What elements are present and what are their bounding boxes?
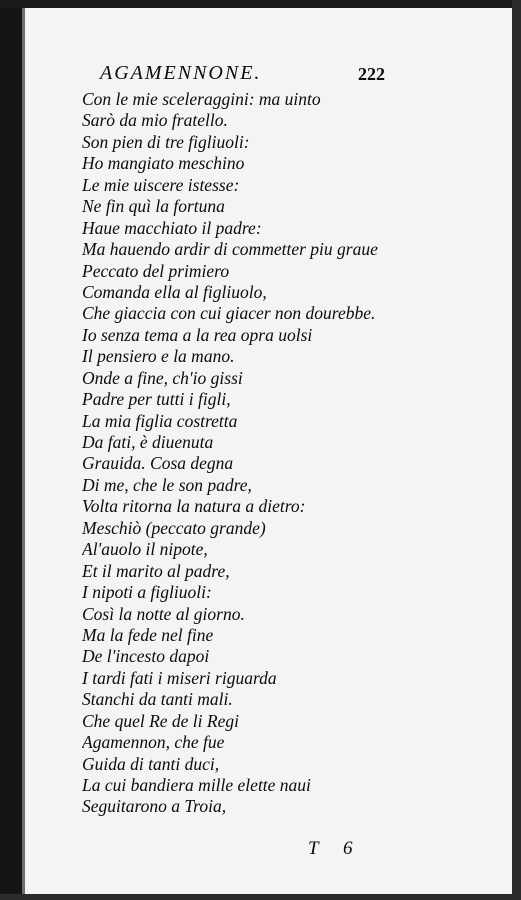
verse-line: Haue macchiato il padre: [82, 217, 262, 238]
verse-line: Al'auolo il nipote, [82, 539, 208, 560]
verse-line: Et il marito al padre, [82, 560, 230, 581]
verse-line: De l'incesto dapoi [82, 646, 210, 667]
verse-line: Di me, che le son padre, [82, 474, 252, 495]
verse-line: Ma hauendo ardir di commetter piu graue [82, 239, 378, 260]
bottom-edge-shadow [0, 894, 521, 900]
verse-line: Così la notte al giorno. [82, 603, 245, 624]
right-edge-shadow [512, 0, 521, 900]
verse-line: Peccato del primiero [82, 260, 230, 281]
verse-line: La cui bandiera mille elette naui [82, 775, 311, 795]
verse-line: Onde a fine, ch'io gissi [82, 367, 243, 388]
verse-line: Io senza tema a la rea opra uolsi [82, 324, 313, 345]
verse-line: Che giaccia con cui giacer non dourebbe. [82, 303, 376, 324]
verse-line: Volta ritorna la natura a dietro: [82, 496, 306, 517]
verse-line: Comanda ella al figliuolo, [82, 281, 267, 302]
verse-line: Sarò da mio fratello. [82, 110, 228, 131]
verse-line: Da fati, è diuenuta [82, 432, 214, 452]
verse-line: Meschiò (peccato grande) [82, 517, 266, 538]
verse-line: La mia figlia costretta [82, 410, 238, 431]
verse-line: Stanchi da tanti mali. [82, 689, 233, 710]
top-edge-shadow [0, 0, 521, 8]
signature-mark: T 6 [308, 838, 363, 859]
verse-line: Ma la fede nel fine [82, 624, 214, 645]
verse-text [82, 89, 502, 818]
book-page [40, 12, 502, 890]
verse-line: I nipoti a figliuoli: [82, 582, 212, 603]
verse-line: Grauida. Cosa degna [82, 453, 234, 474]
verse-line: Padre per tutti i figli, [82, 389, 231, 410]
verse-line: Agamennon, che fue [82, 732, 225, 753]
running-head: AGAMENNONE. [100, 62, 262, 84]
verse-line: Son pien di tre figliuoli: [82, 131, 250, 152]
verse-line: Che quel Re de li Regi [82, 710, 239, 731]
verse-line: Ne fin quì la fortuna [82, 196, 225, 217]
verse-line: Con le mie sceleraggini: ma uinto [82, 89, 321, 109]
gutter-fold [22, 0, 25, 900]
verse-line: Guida di tanti duci, [82, 753, 220, 774]
page-number: 222 [358, 64, 385, 84]
verse-line: Le mie uiscere istesse: [82, 174, 240, 195]
verse-line: I tardi fati i miseri riguarda [82, 667, 277, 688]
verse-line: Il pensiero e la mano. [82, 346, 235, 367]
verse-line: Ho mangiato meschino [82, 153, 245, 174]
verse-line: Seguitarono a Troia, [82, 796, 227, 817]
book-binding-shadow [0, 0, 22, 900]
